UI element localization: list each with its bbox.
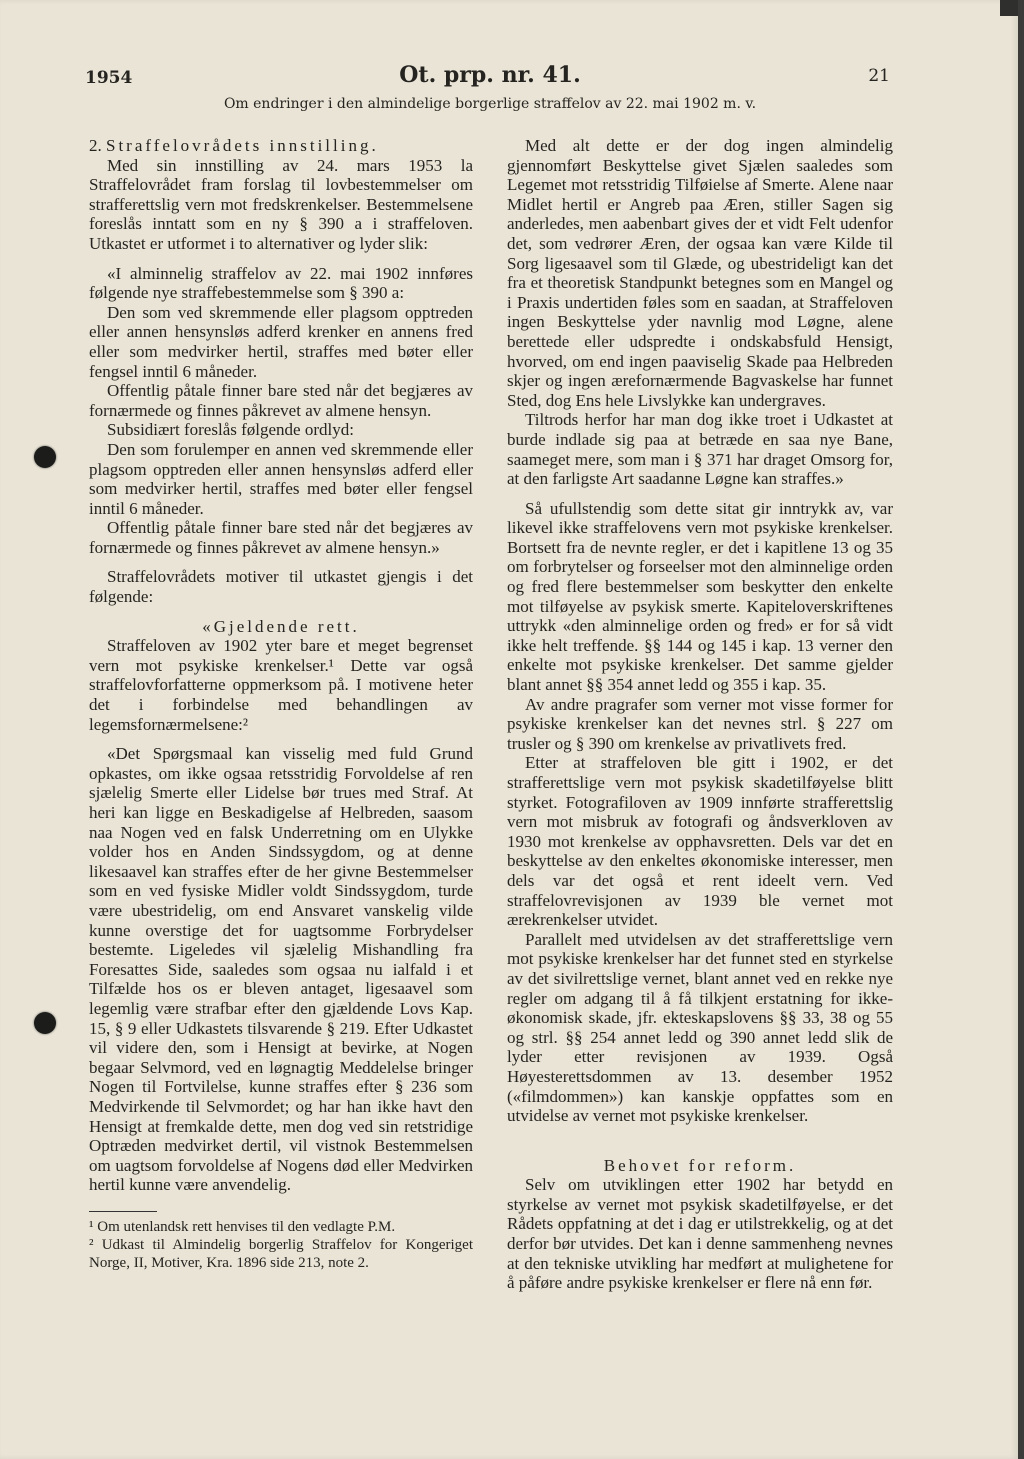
page-edge [1018,0,1024,1459]
paragraph: Straffelovrådets motiver til utkastet gjengis i det følgende: [89,567,473,607]
quote-paragraph: Med alt dette er der dog ingen almindelig gjennomført Beskyttelse givet Sjælen saaledes som Legemet mot retsstridig Tilføielse af Smerte. Alene naar Midlet hertil er Angreb paa Æren, stiller Sagen sig anderledes, men aabenbart gives der et vidt Felt udenfor det, som vedrører Æren, der ogsaa kan være Kilde til Sorg ligesaavel som til Glæde, og ubestrideligt kan det fra et theoretisk Standpunkt betegnes som en Mangel og i Praxis undertiden føles som en saadan, at Straffeloven ingen Beskyttelse yder navnlig mod Løgne, alene berettede eller udspredte i ondskabsfuld Hensigt, hvorved, om end ingen paaviselig Skade paa Helbreden skjer og ingen ærefornærmende Bagvaskelse har funnet Sted, dog Ens hele Livslykke kan undergraves. [507,136,893,410]
spacer [507,489,893,499]
subheading: «Gjeldende rett. [202,616,360,636]
footnote-divider [89,1211,157,1212]
spacer [507,1126,893,1156]
quote-paragraph: Den som ved skremmende eller plagsom opptreden eller annen hensynsløs adferd krenker en annens fred eller som medvirker hertil, straffes med bøter eller fengsel inntil 6 måneder. [89,302,473,381]
paragraph: Med sin innstilling av 24. mars 1953 la Straffelovrådet fram forslag til lovbestemmelser om strafferettslig vern mot fredskrenkelser. Bestemmelsene foreslås inntatt som en ny § 390 a i straffeloven. Utkastet er utformet i to alternativer og lyder slik: [89,155,473,253]
quote-paragraph: Offentlig påtale finner bare sted når det begjæres av fornærmede og finnes påkrevet av almene hensyn. [89,381,473,420]
punch-hole-upper [34,446,56,468]
left-column [89,136,473,1272]
footnote: ² Udkast til Almindelig borgerlig Straffelov for Kongeriget Norge, II, Motiver, Kra. 1896 side 213, note 2. [89,1236,473,1271]
spacer [89,607,473,617]
section-label: 2. [89,136,102,155]
quote-paragraph: Den som forulemper en annen ved skremmende eller plagsom opptreden eller annen hensynsløs adferd eller som medvirker hertil, straffes med bøter eller fengsel inntil 6 måneder. [89,439,473,518]
punch-hole-lower [34,1012,56,1034]
spacer [89,557,473,567]
footnote: ¹ Om utenlandsk rett henvises til den vedlagte P.M. [89,1218,396,1235]
header-year: 1954 [85,68,133,88]
paragraph: Så ufullstendig som dette sitat gir inntrykk av, var likevel ikke straffelovens vern mot psykiske krenkelser. Bortsett fra de nevnte regler, er det i kapitlene 13 og 35 om forbrytelser og forseelser mot den alminnelige orden og fred flere bestemmelser som beskytter den enkelte mot tilføyelse av psykisk smerte. Kapiteloverskriftenes uttrykk «den alminnelige orden og fred» er for så vidt ikke helt treffende. §§ 144 og 145 i kap. 13 verner den enkelte mot psykiske krenkelser. Det samme gjelder blant annet §§ 354 annet ledd og 355 i kap. 35. [507,498,893,695]
quote-paragraph: «Det Spørgsmaal kan visselig med fuld Grund opkastes, om ikke ogsaa retsstridig Forvoldelse af ren sjælelig Smerte eller Lidelse bør trues med Straf. At heri kan ligge en Beskadigelse af Helbreden, saasom naa Nogen ved en falsk Underretning om en Ulykke volder hos en Anden Sindssygdom, og at denne likesaavel kan straffes efter de her givne Bestemmelser som en ved fysiske Midler voldt Sindssygdom, turde være ubestridelig, om end Ansvaret vanskelig vilde kunne overstige det for uagtsomme Forbrydelser bestemte. Ligeledes vil sjælelig Mishandling fra Foresattes Side, saaledes som ogsaa nu ialfald i et Tilfælde hos os er bleven antaget, ligesaavel som legemlig være strafbar efter den gjældende Lovs Kap. 15, § 9 eller Udkastets tilsvarende § 219. Efter Udkastet vil videre den, som i Hensigt at bevirke, at Nogen begaar Selvmord, ved en løgnagtig Meddelelse bringer Nogen til Fortvilelse, kunne straffes efter § 236 som Medvirkende til Selvmordet; og har han ikke havt den Hensigt at fremkalde dette, men dog ved sin retstridige Optræden medvirket dertil, vil vistnok Bestemmelsen om uagtsom forvoldelse af Nogens død eller Medvirken hertil kunne være anvendelig. [89,744,473,1195]
page-number: 21 [868,66,890,86]
section-title: Straffelovrådets innstilling. [106,136,379,155]
paragraph: Av andre pragrafer som verner mot visse former for psykiske krenkelser kan det nevnes strl. § 227 om trusler og § 390 om krenkelse av privatlivets fred. [507,694,893,753]
paragraph: Straffeloven av 1902 yter bare et meget begrenset vern mot psykiske krenkelser.¹ Dette var også straffelovforfatterne oppmerksom på. I motivene heter det i forbindelse med behandlingen av legemsfornærmelsene:² [89,636,473,734]
paragraph: Parallelt med utvidelsen av det strafferettslige vern mot psykiske krenkelser har det funnet sted en styrkelse av det sivilrettslige vernet, blant annet ved en rekke nye regler om adgang til å få tilkjent erstatning for ikke-økonomisk skade, jfr. ekteskapslovens §§ 33, 38 og 55 og strl. §§ 254 annet ledd og 390 annet ledd slik de lyder etter revisjonen av 1939. Også Høyesterettsdommen av 13. desember 1952 («filmdommen») kan kanskje oppfattes som en utvidelse av vernet mot psykiske krenkelser. [507,929,893,1126]
spacer [89,254,473,264]
header-title: Ot. prp. nr. 41. [399,62,581,88]
spacer [89,734,473,744]
quote-paragraph: «I alminnelig straffelov av 22. mai 1902 innføres følgende nye straffebestemmelse som § 390 a: [89,263,473,303]
header-subtitle: Om endringer i den almindelige borgerlige straffelov av 22. mai 1902 m. v. [223,96,757,112]
page-corner-mark [1000,0,1018,16]
quote-paragraph: Offentlig påtale finner bare sted når det begjæres av fornærmede og finnes påkrevet av almene hensyn.» [89,518,473,557]
quote-paragraph: Subsidiært foreslås følgende ordlyd: [107,420,354,440]
section-heading-reform: Behovet for reform. [603,1155,797,1175]
paragraph: Selv om utviklingen etter 1902 har betydd en styrkelse av vernet mot psykisk skadetilføyelse, er det Rådets oppfatning at det i dag er utilstrekkelig, og at det derfor bør utvides. Det kan i denne sammenheng nevnes at den tekniske utvikling har medført at mulighetene for å påføre andre psykiske krenkelser er flere nå enn før. [507,1175,893,1293]
right-column [507,136,893,1293]
quote-paragraph: Tiltrods herfor har man dog ikke troet i Udkastet at burde indlade sig paa at betræde en saa nye Bane, saameget mere, som man i § 371 har draget Omsorg for, at den farligste Art saadanne Løgne kan straffes.» [507,410,893,489]
section-heading [89,136,473,156]
paragraph: Etter at straffeloven ble gitt i 1902, er det strafferettslige vern mot psykisk skadetilføyelse blitt styrket. Fotografiloven av 1909 innførte strafferettslig vern mot misbruk av fotografi og åndsverkloven av 1930 mot krenkelse av opphavsretten. Dels var det en beskyttelse av den enkeltes økonomiske interesser, men dels var det også et rent ideelt vern. Ved straffelovrevisjonen av 1939 ble vernet mot ærekrenkelser utvidet. [507,753,893,930]
